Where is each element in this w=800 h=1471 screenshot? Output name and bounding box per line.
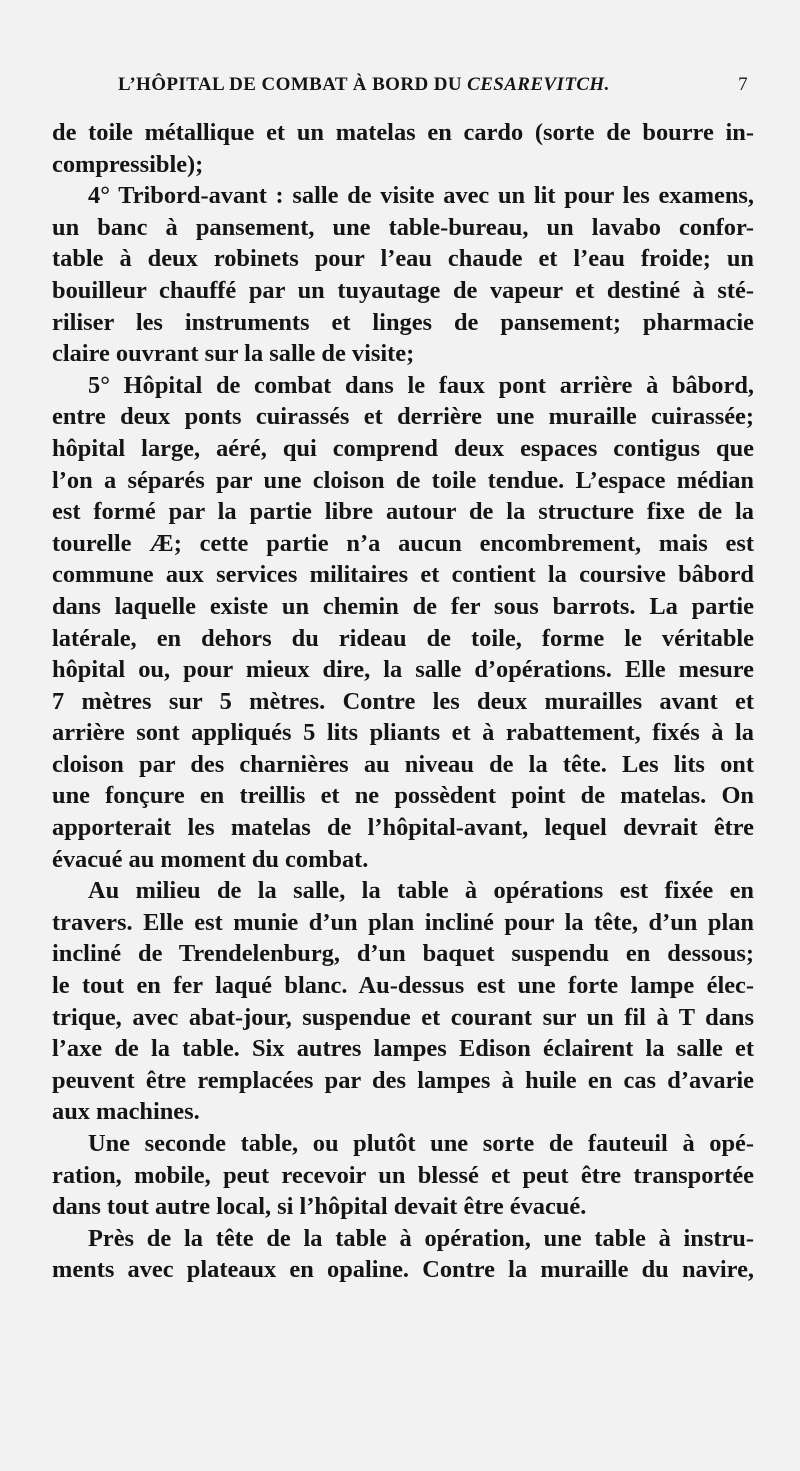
- running-title: [118, 74, 610, 96]
- text-line: 7 mètres sur 5 mètres. Contre les deux murailles avant et: [52, 687, 754, 715]
- text-line: entre deux ponts cuirassés et derrière une muraille cuirassée;: [52, 403, 754, 431]
- text-line: de toile métallique et un matelas en cardo (sorte de bourre in-: [52, 119, 754, 146]
- text-line: une fonçure en treillis et ne possèdent point de matelas. On: [52, 782, 754, 810]
- body-text: [52, 117, 754, 1286]
- text-line: commune aux services militaires et contient la coursive bâbord: [52, 561, 754, 589]
- text-line: Une seconde table, ou plutôt une sorte de fauteuil à opé-: [88, 1130, 754, 1157]
- text-line: dans laquelle existe un chemin de fer sous barrots. La partie: [52, 592, 754, 620]
- text-line: trique, avec abat-jour, suspendue et courant sur un fil à T dans: [52, 1003, 754, 1031]
- text-line: aux machines.: [52, 1098, 200, 1126]
- text-line: travers. Elle est munie d’un plan incliné pour la tête, d’un plan: [52, 908, 754, 936]
- text-line: compressible);: [52, 150, 204, 178]
- text-line: le tout en fer laqué blanc. Au-dessus est une forte lampe élec-: [52, 972, 754, 1000]
- text-line: 5° Hôpital de combat dans le faux pont arrière à bâbord,: [88, 371, 754, 399]
- text-line: l’axe de la table. Six autres lampes Edison éclairent la salle et: [52, 1035, 754, 1063]
- text-line: bouilleur chauffé par un tuyautage de vapeur et destiné à sté-: [52, 276, 754, 304]
- text-line: cloison par des charnières au niveau de la tête. Les lits ont: [52, 750, 754, 778]
- running-title-prefix: L’HÔPITAL DE COMBAT À BORD DU: [118, 74, 468, 95]
- running-title-ship: CESAREVITCH.: [467, 74, 610, 95]
- text-line: Au milieu de la salle, la table à opérations est fixée en: [88, 877, 754, 905]
- text-line: ments avec plateaux en opaline. Contre la muraille du navire,: [52, 1256, 754, 1284]
- text-line: l’on a séparés par une cloison de toile tendue. L’espace médian: [52, 466, 754, 494]
- text-line: dans tout autre local, si l’hôpital devait être évacué.: [52, 1193, 587, 1221]
- text-line: claire ouvrant sur la salle de visite;: [52, 340, 415, 368]
- text-line: un banc à pansement, une table-bureau, un lavabo confor-: [52, 213, 754, 241]
- text-line: peuvent être remplacées par des lampes à huile en cas d’avarie: [52, 1066, 754, 1094]
- text-line: évacué au moment du combat.: [52, 845, 369, 873]
- text-line: latérale, en dehors du rideau de toile, forme le véritable: [52, 624, 754, 652]
- running-head: [118, 74, 748, 102]
- text-line: apporterait les matelas de l’hôpital-avant, lequel devrait être: [52, 814, 754, 842]
- text-line: ration, mobile, peut recevoir un blessé et peut être transportée: [52, 1161, 754, 1189]
- text-line: Près de la tête de la table à opération, une table à instru-: [88, 1224, 754, 1252]
- text-line: hôpital ou, pour mieux dire, la salle d’opérations. Elle mesure: [52, 656, 754, 684]
- text-line: 4° Tribord-avant : salle de visite avec un lit pour les examens,: [88, 182, 754, 210]
- text-line: table à deux robinets pour l’eau chaude et l’eau froide; un: [52, 245, 754, 273]
- text-line: est formé par la partie libre autour de la structure fixe de la: [52, 498, 754, 526]
- text-line: incliné de Trendelenburg, d’un baquet suspendu en dessous;: [52, 940, 754, 968]
- text-line: hôpital large, aéré, qui comprend deux espaces contigus que: [52, 434, 754, 462]
- text-line: tourelle Æ; cette partie n’a aucun encombrement, mais est: [52, 529, 754, 557]
- page-number: 7: [738, 74, 748, 95]
- text-line: riliser les instruments et linges de pansement; pharmacie: [52, 308, 754, 336]
- text-line: arrière sont appliqués 5 lits pliants et à rabattement, fixés à la: [52, 719, 754, 747]
